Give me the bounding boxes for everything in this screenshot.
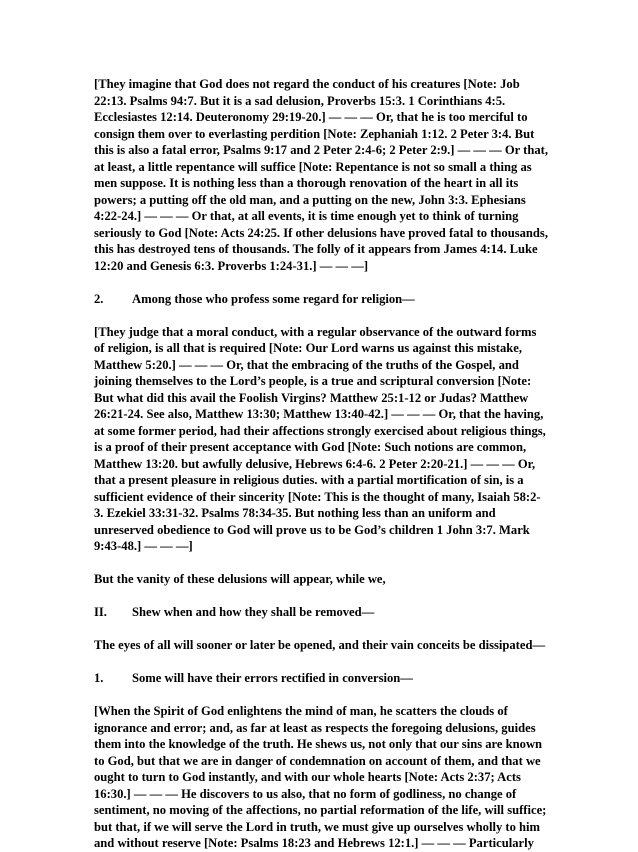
subheading-2	[94, 291, 548, 308]
section-heading-II	[94, 604, 548, 621]
section-heading-text: Shew when and how they shall be removed—	[132, 605, 375, 619]
paragraph-conversion: [When the Spirit of God enlightens the mind of man, he scatters the clouds of ignorance and error; and, as far at least as respects the foregoing delusions, guides them into the knowledge of the truth. He shews us, not only that our sins are known to God, but that we are in danger of condemnation on account of them, and that we ought to turn to God instantly, and with our whole hearts [Note: Acts 2:37; Acts 16:30.] — — — He discovers to us also, that no form of godliness, no change of sentiment, no moving of the affections, no partial reformation of the life, will suffice; but that, if we will serve the Lord in truth, we must give up ourselves wholly to him and without reserve [Note: Psalms 18:23 and Hebrews 12:1.] — — — Particularly	[94, 704, 547, 850]
paragraph-transition: But the vanity of these delusions will appear, while we,	[94, 572, 386, 586]
subheading-text: Among those who profess some regard for religion—	[132, 291, 415, 306]
subheading-text: Some will have their errors rectified in conversion—	[132, 671, 413, 685]
subheading-number: 1.	[94, 671, 104, 685]
subheading-number: 2.	[94, 291, 104, 306]
section-number: II.	[94, 605, 107, 619]
subheading-1	[94, 670, 548, 687]
paragraph-delusions-worldly: [They imagine that God does not regard the conduct of his creatures [Note: Job 22:13. Psalms 94:7. But it is a sad delusion, Proverbs 15:3. 1 Corinthians 4:5. Ecclesiastes 12:14. Deuteronomy 29:19-20.] — — — Or, that he is too merciful to consign them over to everlasting perdition [Note: Zephaniah 1:12. 2 Peter 3:4. But this is also a fatal error, Psalms 9:17 and 2 Peter 2:4-6; 2 Peter 2:9.] — — — Or that, at least, a little repentance will suffice [Note: Repentance is not so small a thing as men suppose. It is nothing less than a thorough renovation of the heart in all its powers; a putting off the old man, and a putting on the new, John 3:3. Ephesians 4:22-24.] — — — Or that, at all events, it is time enough yet to think of turning seriously to God [Note: Acts 24:25. If other delusions have proved fatal to thousands, this has destroyed tens of thousands. The folly of it appears from James 4:14. Luke 12:20 and Genesis 6:3. Proverbs 1:24-31.] — — —]	[94, 77, 549, 273]
paragraph-eyes-opened: The eyes of all will sooner or later be opened, and their vain conceits be dissipated—	[94, 638, 546, 652]
paragraph-delusions-religious: [They judge that a moral conduct, with a regular observance of the outward forms of religion, is all that is required [Note: Our Lord warns us against this mistake, Matthew 5:20.] — — — Or, that the embracing of the truths of the Gospel, and joining themselves to the Lord’s people, is a true and scriptural conversion [Note: But what did this avail the Foolish Virgins? Matthew 25:1-12 or Judas? Matthew 26:21-24. See also, Matthew 13:30; Matthew 13:40-42.] — — — Or, that the having, at some former period, had their affections strongly exercised about religious things, is a proof of their present acceptance with God [Note: Such notions are common, Matthew 13:20. but awfully delusive, Hebrews 6:4-6. 2 Peter 2:20-21.] — — — Or, that a present pleasure in religious duties. with a partial mortification of sin, is a sufficient evidence of their sincerity [Note: This is the thought of many, Isaiah 58:2-3. Ezekiel 33:31-32. Psalms 78:34-35. But nothing less than an uniform and unreserved obedience to God will prove us to be God’s children 1 John 3:7. Mark 9:43-48.] — — —]	[94, 324, 546, 553]
